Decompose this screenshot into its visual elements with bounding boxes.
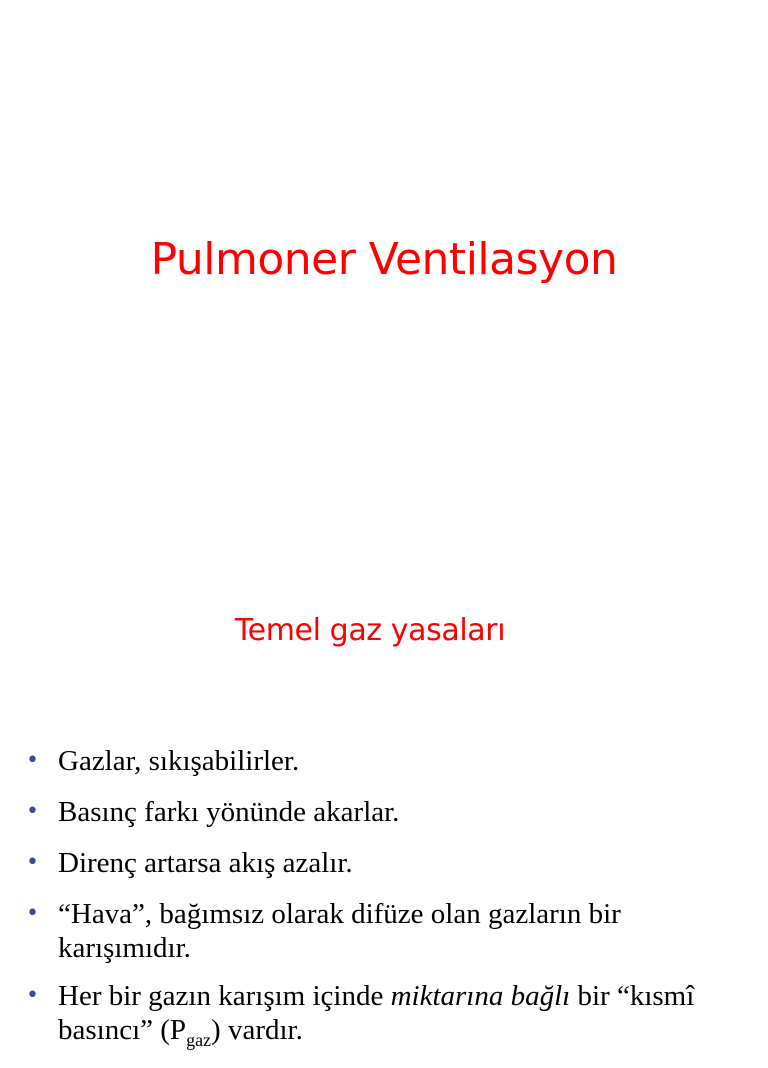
list-item — [26, 792, 756, 832]
slide-title: Pulmoner Ventilasyon — [150, 234, 618, 285]
slide-subtitle: Temel gaz yasaları — [234, 613, 506, 648]
list-item — [26, 741, 756, 781]
list-item — [26, 894, 756, 965]
bullet-icon: • — [26, 901, 39, 926]
bullet-text-part: Her bir gazın karışım içinde — [58, 980, 391, 1012]
bullet-text-subscript: gaz — [186, 1029, 212, 1050]
bullet-text-italic: miktarına bağlı — [390, 980, 571, 1012]
bullet-icon: • — [26, 748, 39, 773]
bullet-text: Gazlar, sıkışabilirler. — [58, 745, 300, 777]
bullet-text-part: ) vardır. — [211, 1014, 303, 1046]
bullet-text: Basınç farkı yönünde akarlar. — [58, 796, 400, 828]
list-item — [26, 843, 756, 883]
bullet-list — [26, 741, 756, 1068]
bullet-text: “Hava”, bağımsız olarak difüze olan gazların bir karışımıdır. — [58, 898, 621, 964]
list-item — [26, 976, 756, 1057]
bullet-icon: • — [26, 799, 39, 824]
bullet-text — [58, 976, 756, 1057]
bullet-text-part: bir “kısmî basıncı” (P — [58, 980, 695, 1046]
bullet-text: Direnç artarsa akış azalır. — [58, 847, 353, 879]
bullet-icon: • — [26, 983, 39, 1008]
bullet-icon: • — [26, 850, 39, 875]
